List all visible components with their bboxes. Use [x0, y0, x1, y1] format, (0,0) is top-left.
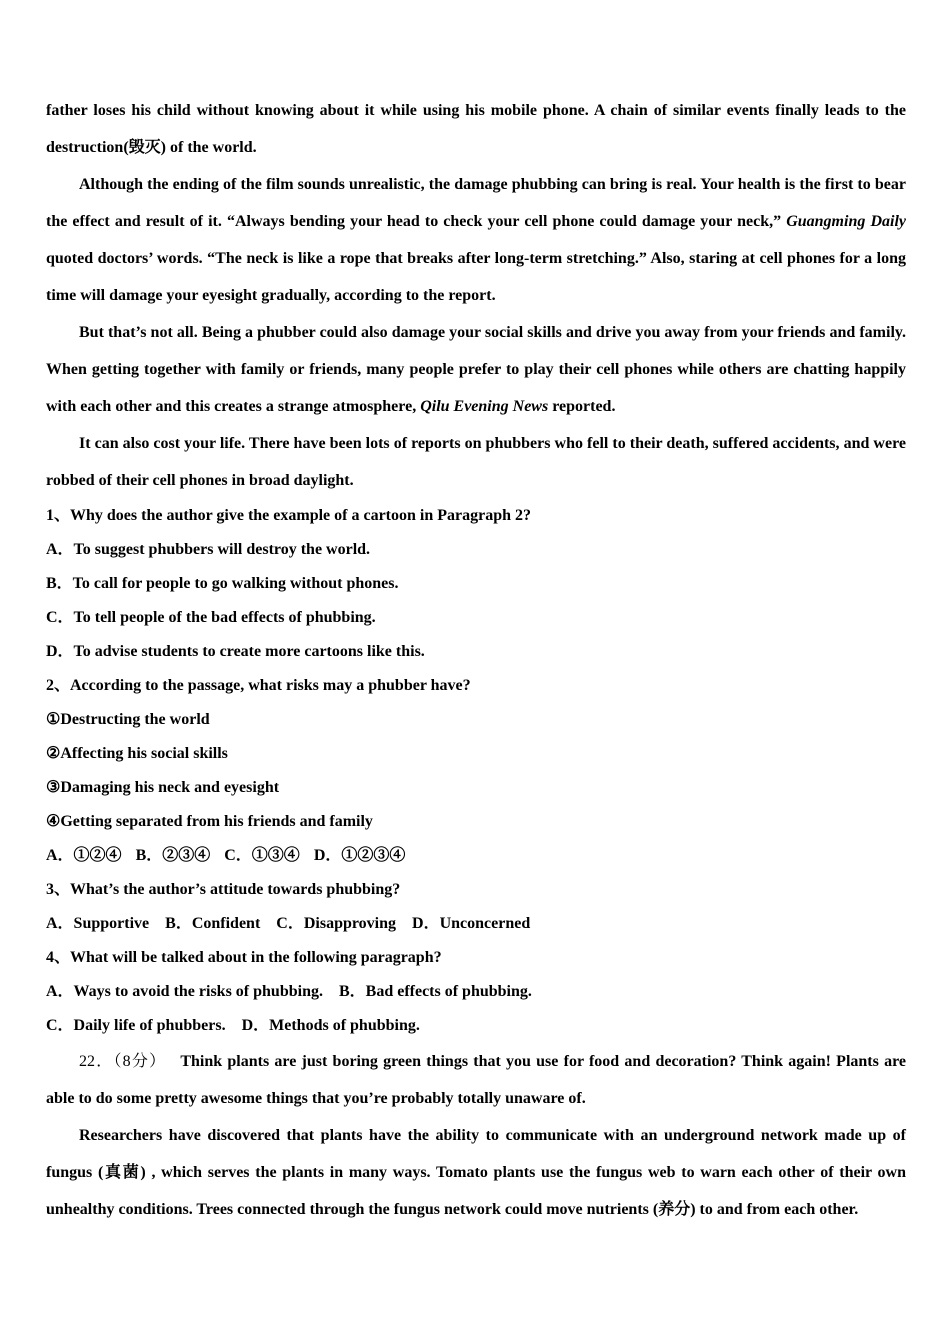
passage-paragraph-4	[46, 425, 906, 499]
section-22-paragraph-1	[46, 1043, 906, 1117]
option-d: D．Unconcerned	[412, 915, 531, 932]
option-a: A．①②④	[46, 847, 122, 864]
risk-item-1: ①Destructing the world	[46, 711, 210, 728]
option-b: B．Bad effects of phubbing.	[338, 983, 532, 1000]
paragraph-text: quoted doctors’ words. “The neck is like a rope that breaks after long-term stretching.” Also, staring at cell phones for a long time will damage your eyesight gradually, according to the report.	[46, 250, 906, 304]
options-row-2	[46, 1009, 906, 1043]
risk-item-3: ③Damaging his neck and eyesight	[46, 779, 280, 796]
options-row	[46, 839, 906, 873]
option-d: D．①②③④	[313, 847, 406, 864]
options-row-1	[46, 975, 906, 1009]
option-d: D．To advise students to create more cartoons like this.	[46, 643, 425, 660]
passage-paragraph-3	[46, 314, 906, 425]
risk-item-2: ②Affecting his social skills	[46, 745, 228, 762]
passage-paragraph-1	[46, 92, 906, 166]
options-row	[46, 907, 906, 941]
paragraph-text: Although the ending of the film sounds unrealistic, the damage phubbing can bring is real. Your health is the first to bear the effect and result of it. “Always bending your head to check your cell phone could damage your neck,”	[46, 176, 906, 230]
question-1	[46, 499, 906, 669]
document-page	[46, 92, 906, 1228]
risk-item-4: ④Getting separated from his friends and family	[46, 813, 373, 830]
option-c: C．Daily life of phubbers.	[46, 1017, 226, 1034]
section-number: 22．（8分）	[79, 1053, 167, 1070]
option-b: B．②③④	[135, 847, 211, 864]
newspaper-name: Guangming Daily	[786, 213, 906, 230]
question-4	[46, 941, 906, 1043]
section-22-paragraph-2	[46, 1117, 906, 1228]
option-d: D．Methods of phubbing.	[241, 1017, 420, 1034]
option-a: A．To suggest phubbers will destroy the world.	[46, 541, 371, 558]
question-stem: 4、What will be talked about in the following paragraph?	[46, 949, 442, 966]
paragraph-text: father loses his child without knowing about it while using his mobile phone. A chain of similar events finally leads to the destruction(毁灭) of the world.	[46, 102, 906, 156]
paragraph-text: Researchers have discovered that plants have the ability to communicate with an underground network made up of fungus (真菌) , which serves the plants in many ways. Tomato plants use the fungus web to warn each other of their own unhealthy conditions. Trees connected through the fungus network could move nutrients (养分) to and from each other.	[46, 1127, 906, 1218]
paragraph-text: reported.	[548, 398, 616, 415]
option-b: B．To call for people to go walking without phones.	[46, 575, 399, 592]
question-stem: 3、What’s the author’s attitude towards phubbing?	[46, 881, 401, 898]
option-c: C．Disapproving	[276, 915, 397, 932]
newspaper-name: Qilu Evening News	[420, 398, 549, 415]
passage-paragraph-2	[46, 166, 906, 314]
paragraph-text: Think plants are just boring green things that you use for food and decoration? Think again! Plants are able to do some pretty awesome things that you’re probably totally unaware of.	[46, 1053, 906, 1107]
option-c: C．To tell people of the bad effects of phubbing.	[46, 609, 376, 626]
question-stem: 2、According to the passage, what risks may a phubber have?	[46, 677, 471, 694]
question-3	[46, 873, 906, 941]
question-2	[46, 669, 906, 873]
option-a: A．Supportive	[46, 915, 150, 932]
option-b: B．Confident	[165, 915, 261, 932]
paragraph-text: It can also cost your life. There have been lots of reports on phubbers who fell to their death, suffered accidents, and were robbed of their cell phones in broad daylight.	[46, 435, 906, 489]
question-stem: 1、Why does the author give the example of a cartoon in Paragraph 2?	[46, 507, 532, 524]
option-c: C．①③④	[224, 847, 300, 864]
paragraph-text: But that’s not all. Being a phubber could also damage your social skills and drive you away from your friends and family. When getting together with family or friends, many people prefer to play their cell phones while others are chatting happily with each other and this creates a strange atmosphere,	[46, 324, 906, 415]
option-a: A．Ways to avoid the risks of phubbing.	[46, 983, 323, 1000]
